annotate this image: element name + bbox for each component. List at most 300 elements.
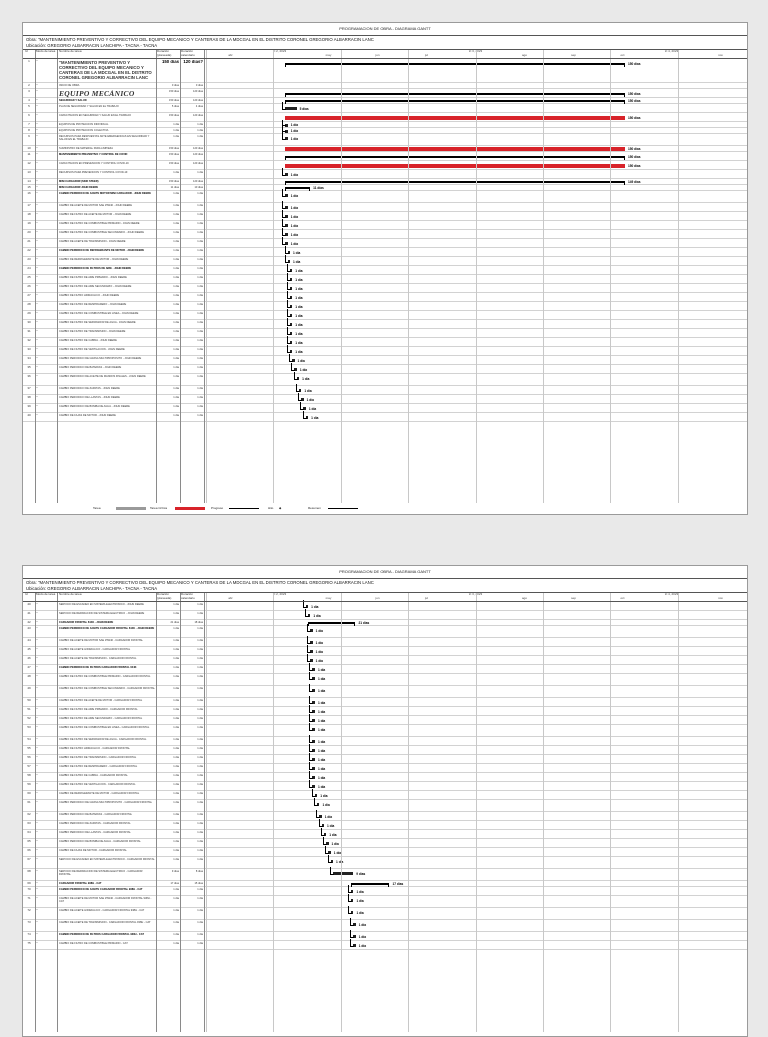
task-duration-calendar: 1 día — [197, 716, 203, 720]
task-name: CAMBIO DE FAJAS DE MOTOR - JOHN DEERE — [59, 413, 116, 417]
task-id: 11 — [27, 152, 31, 156]
dependency-link — [287, 318, 291, 326]
task-id: 3 — [28, 89, 30, 93]
task-duration-calendar: 1 día — [197, 674, 203, 678]
table-row[interactable] — [23, 716, 747, 725]
dependency-link — [348, 885, 352, 893]
task-name: CAMBIO DE ACEITE DE TRANSMISION - CARGADOR FRONTAL 938H - CAT — [59, 920, 151, 924]
table-divider — [57, 593, 58, 1032]
table-row[interactable] — [23, 284, 747, 293]
task-duration: 1 día — [173, 698, 179, 702]
col-mode-header-2: Modo de tarea — [36, 592, 56, 596]
bar-duration-label: 5 días — [299, 106, 309, 111]
table-divider — [180, 50, 181, 503]
task-duration-calendar: 1 día — [197, 638, 203, 642]
bar-duration-label: 1 día — [317, 667, 326, 672]
bar-duration-label: 1 día — [290, 129, 299, 133]
dependency-link — [348, 906, 352, 914]
task-duration: 1 día — [173, 170, 179, 174]
task-mode-icon: ▭ — [36, 881, 39, 884]
table-row[interactable] — [23, 203, 747, 212]
col-duration-header: Duración (planeada) — [157, 49, 172, 57]
task-name: INICIO DE OBRA — [59, 83, 80, 87]
dependency-link — [285, 246, 289, 254]
task-mode-icon: ▭ — [36, 230, 39, 233]
table-row[interactable] — [23, 221, 747, 230]
bar-duration-label: 1 día — [295, 295, 303, 300]
table-row[interactable] — [23, 773, 747, 782]
legend-task-swatch — [116, 507, 146, 510]
table-row[interactable] — [23, 647, 747, 656]
task-mode-icon: ▭ — [36, 791, 39, 794]
bar-duration-label: 1 día — [293, 259, 301, 264]
task-duration: 1 día — [173, 338, 179, 342]
task-name: CAMBIO DE FILTRO DE VENTILACION - CARGADOR FRONTAL — [59, 782, 136, 786]
task-id: 19 — [27, 221, 31, 225]
table-row[interactable] — [23, 386, 747, 395]
task-name: CAMBIO DE ACEITE DE TRANSMISION - CARGADOR FRONTAL — [59, 656, 137, 660]
task-duration-calendar: 1 día — [197, 293, 203, 297]
task-duration: 1 día — [173, 755, 179, 759]
summary-bar[interactable] — [285, 93, 625, 95]
timescale-label: nov — [718, 53, 723, 57]
table-row[interactable] — [23, 686, 747, 698]
bar-duration-label: 1 día — [313, 613, 321, 618]
timescale-label: abr — [228, 53, 233, 57]
task-duration-calendar: 1 día — [197, 611, 203, 615]
task-name: SERVICIO DE REPARACION DE SISTEMA ELECTRICO - CARGADOR FRONTAL — [59, 869, 143, 876]
task-id: 39 — [27, 404, 31, 408]
table-row[interactable] — [23, 329, 747, 338]
task-mode-icon: ▭ — [36, 203, 39, 206]
task-id: 41 — [27, 611, 31, 615]
task-duration-calendar: 1 día — [197, 839, 203, 843]
table-row[interactable] — [23, 311, 747, 320]
task-duration-calendar: 1 día — [197, 221, 203, 225]
task-mode-icon: ▭ — [36, 869, 39, 872]
task-duration: 1 día — [173, 230, 179, 234]
table-row[interactable] — [23, 830, 747, 839]
dependency-link — [296, 384, 300, 392]
timeline-gridline — [341, 593, 342, 1032]
task-id: 47 — [27, 665, 31, 669]
table-row[interactable] — [23, 302, 747, 311]
table-row[interactable] — [23, 413, 747, 422]
table-row[interactable] — [23, 248, 747, 257]
task-duration: 1 día — [173, 725, 179, 729]
task-mode-icon: ▭ — [36, 329, 39, 332]
task-duration: 1 día — [173, 716, 179, 720]
task-duration-calendar: 120 días — [193, 89, 203, 93]
bar-duration-label: 1 día — [317, 748, 326, 753]
task-mode-icon: ▭ — [36, 656, 39, 659]
task-duration: 1 día — [173, 647, 179, 651]
task-duration: 1 día — [173, 320, 179, 324]
dependency-link — [300, 402, 304, 410]
task-mode-icon: ▭ — [36, 839, 39, 842]
bar-duration-label: 17 días — [392, 882, 404, 886]
summary-bar[interactable] — [351, 883, 390, 885]
table-row[interactable] — [23, 212, 747, 221]
dependency-link — [314, 798, 318, 806]
bar-duration-label: 1 día — [315, 658, 323, 663]
task-id: 52 — [27, 716, 31, 720]
table-row[interactable] — [23, 869, 747, 881]
task-duration-calendar: 1 día — [197, 365, 203, 369]
task-duration: 1 día — [173, 638, 179, 642]
timescale-label: oct — [620, 53, 625, 57]
bar-duration-label: 1 día — [295, 349, 303, 354]
table-row[interactable] — [23, 932, 747, 941]
task-duration: 1 día — [173, 941, 179, 945]
dependency-link — [282, 228, 286, 236]
critical-task-bar[interactable] — [285, 164, 625, 168]
table-row[interactable] — [23, 293, 747, 302]
task-id: 26 — [27, 284, 31, 288]
table-row[interactable] — [23, 365, 747, 374]
task-duration-calendar: 1 día — [197, 746, 203, 750]
task-id: 35 — [27, 365, 31, 369]
bar-duration-label: 1 día — [311, 604, 319, 609]
critical-task-bar[interactable] — [285, 116, 625, 120]
table-row[interactable] — [23, 746, 747, 755]
task-name: CAMBIO DE REFRIGERANTE DE MOTOR - JOHN DEERE — [59, 257, 129, 261]
task-mode-icon: ▭ — [36, 746, 39, 749]
col-id-header: Id — [25, 49, 28, 53]
table-divider — [156, 593, 157, 1032]
table-row[interactable] — [23, 857, 747, 869]
dependency-link — [282, 210, 286, 218]
task-name: SERVICIO DE ESCANEO EN SISTEMA ELECTRONICO - CARGADOR FRONTAL — [59, 857, 155, 861]
task-duration: 1 día — [173, 413, 179, 417]
task-mode-icon: ▭ — [36, 755, 39, 758]
task-duration-calendar: 1 día — [197, 857, 203, 861]
timescale-label: tri 2, 2023 — [272, 49, 287, 53]
task-id: 28 — [27, 302, 31, 306]
task-id: 63 — [27, 821, 31, 825]
task-id: 50 — [27, 698, 31, 702]
bar-duration-label: 1 día — [306, 397, 314, 402]
task-mode-icon: ▭ — [36, 782, 39, 785]
table-row[interactable] — [23, 134, 747, 146]
project-line-2-p2: Ubicación: GREGORIO ALBARRACIN LANCHIPA - TACNA - TACNA — [26, 585, 158, 591]
table-divider — [156, 50, 157, 503]
task-id: 48 — [27, 674, 31, 678]
task-duration-calendar: 1 día — [197, 284, 203, 288]
table-divider — [57, 50, 58, 503]
task-mode-icon: ▭ — [36, 698, 39, 701]
summary-bar[interactable] — [285, 181, 625, 183]
task-id: 40 — [27, 413, 31, 417]
summary-bar[interactable] — [285, 187, 310, 189]
table-row[interactable] — [23, 896, 747, 908]
task-mode-icon: ▭ — [36, 413, 39, 416]
task-duration: 150 días — [169, 146, 179, 150]
task-duration-calendar: 1 día — [197, 791, 203, 795]
table-row[interactable] — [23, 338, 747, 347]
task-mode-icon: ▭ — [36, 185, 39, 188]
task-mode-icon: ▭ — [36, 284, 39, 287]
task-duration: 1 día — [173, 839, 179, 843]
task-duration-calendar: 1 día — [197, 134, 203, 138]
table-row[interactable] — [23, 239, 747, 248]
task-duration-calendar: 1 día — [197, 602, 203, 606]
timeline-gridline — [341, 50, 342, 503]
bar-duration-label: 1 día — [297, 358, 305, 363]
task-mode-icon: ▭ — [36, 266, 39, 269]
critical-task-bar[interactable] — [285, 147, 625, 151]
task-mode-icon: ▭ — [36, 320, 39, 323]
task-duration-calendar: 1 día — [197, 122, 203, 126]
task-duration: 150 días — [169, 152, 179, 156]
task-mode-icon: ▭ — [36, 128, 39, 131]
task-name: CAMBIO DE FILTRO DE VENTILACION - JOHN DEERE — [59, 347, 125, 351]
task-name: CAMBIO PERIODICO DE BATERIAS - JOHN DEERE — [59, 365, 122, 369]
table-row[interactable] — [23, 374, 747, 386]
task-id: 70 — [27, 887, 31, 891]
table-row[interactable] — [23, 800, 747, 812]
table-row[interactable] — [23, 848, 747, 857]
table-row[interactable] — [23, 908, 747, 920]
task-name: CAMBIO DE FILTRO DE AIRE SECUNDARIO - CARGADOR FRONTAL — [59, 716, 143, 720]
task-id: 51 — [27, 707, 31, 711]
summary-bar[interactable] — [285, 156, 625, 158]
task-duration-calendar: 120 días — [193, 152, 203, 156]
page-title-2: PROGRAMACION DE OBRA - DIAGRAMA GANTT — [339, 569, 431, 574]
task-mode-icon: ▭ — [36, 887, 39, 890]
bar-duration-label: 1 día — [299, 367, 308, 372]
task-mode-icon: ▭ — [36, 611, 39, 614]
table-row[interactable] — [23, 737, 747, 746]
summary-bar[interactable] — [308, 622, 356, 624]
task-id: 38 — [27, 395, 31, 399]
bar-duration-label: 1 día — [333, 850, 342, 855]
table-row[interactable] — [23, 791, 747, 800]
bar-duration-label: 1 día — [317, 709, 326, 714]
task-name: CAMBIO DE FILTRO DE COMBUSTIBLE PRIMARIO - CAT — [59, 941, 128, 945]
table-row[interactable] — [23, 275, 747, 284]
table-row[interactable] — [23, 257, 747, 266]
task-duration: 1 día — [173, 830, 179, 834]
task-id: 22 — [27, 248, 31, 252]
dependency-link — [309, 672, 313, 680]
table-row[interactable] — [23, 230, 747, 239]
task-name: CAMBIO DE FILTRO DE COMBUSTIBLE SECUNDARIO - CARGADOR FRONTAL — [59, 686, 155, 690]
gantt-page-1 — [22, 22, 748, 515]
task-duration-calendar: 1 día — [197, 686, 203, 690]
table-row[interactable] — [23, 839, 747, 848]
task-mode-icon: ▭ — [36, 98, 39, 101]
task-duration-calendar: 1 día — [197, 908, 203, 912]
task-duration-calendar: 1 día — [197, 896, 203, 900]
table-row[interactable] — [23, 104, 747, 113]
table-row[interactable] — [23, 755, 747, 764]
task-duration-calendar: 1 día — [197, 812, 203, 816]
table-row[interactable] — [23, 656, 747, 665]
task-duration-calendar: 1 día — [197, 128, 203, 132]
task-id: 23 — [27, 257, 31, 261]
task-id: 21 — [27, 239, 31, 243]
dependency-link — [309, 723, 313, 731]
table-row[interactable] — [23, 356, 747, 365]
bar-duration-label: 150 días — [627, 91, 641, 96]
task-duration-calendar: 1 día — [197, 737, 203, 741]
task-duration-calendar: 1 día — [197, 755, 203, 759]
table-row[interactable] — [23, 266, 747, 275]
dependency-link — [282, 168, 286, 176]
task-duration: 21 días — [170, 620, 179, 624]
task-duration: 1 día — [173, 284, 179, 288]
task-mode-icon: ▭ — [36, 89, 39, 92]
dependency-link — [287, 327, 291, 335]
bar-duration-label: 1 día — [317, 700, 326, 705]
table-row[interactable] — [23, 764, 747, 773]
table-row[interactable] — [23, 887, 747, 896]
timescale-label: jul — [424, 596, 428, 600]
task-id: 37 — [27, 386, 31, 390]
bar-duration-label: 1 día — [358, 922, 366, 927]
task-duration: 0 días — [171, 83, 179, 87]
task-id: 40 — [27, 602, 31, 606]
table-row[interactable] — [23, 191, 747, 203]
table-row[interactable] — [23, 626, 747, 638]
table-row[interactable] — [23, 941, 747, 950]
task-duration: 1 día — [173, 626, 179, 630]
legend-milestone-icon: ◆ — [279, 506, 282, 510]
task-id: 46 — [27, 656, 31, 660]
task-duration-calendar: 1 día — [197, 302, 203, 306]
dependency-link — [287, 282, 291, 290]
task-duration: 1 día — [173, 611, 179, 615]
table-row[interactable] — [23, 611, 747, 620]
task-duration: 1 día — [173, 134, 179, 138]
task-id: 10 — [27, 146, 31, 150]
task-duration-calendar: 1 día — [197, 266, 203, 270]
task-duration-calendar: 1 día — [197, 374, 203, 378]
task-id: 16 — [27, 191, 31, 195]
task-mode-icon: ▭ — [36, 347, 39, 350]
table-row[interactable] — [23, 602, 747, 611]
task-id: 71 — [27, 896, 31, 900]
task-name: CAMBIO DE FILTRO DE AIRE PRIMARIO - CARGADOR FRONTAL — [59, 707, 138, 711]
task-duration: 1 día — [173, 821, 179, 825]
dependency-link — [309, 744, 313, 752]
task-duration-calendar: 10 días — [194, 185, 203, 189]
table-row[interactable] — [23, 812, 747, 821]
task-name: CAMBIO PERIODICO DE ACEITE CARGADOR FRONTAL 938H - CAT — [59, 887, 143, 891]
task-id: 12 — [27, 161, 31, 165]
table-row[interactable] — [23, 782, 747, 791]
task-duration-calendar: 1 día — [197, 725, 203, 729]
task-duration-calendar: 1 día — [197, 203, 203, 207]
dependency-link — [289, 354, 293, 362]
task-mode-icon: ▭ — [36, 338, 39, 341]
task-name: CAMBIO DE FILTRO DE TRANSMISION - CARGADOR FRONTAL — [59, 755, 137, 759]
table-row[interactable] — [23, 665, 747, 674]
summary-bar[interactable] — [285, 100, 625, 102]
task-id: 72 — [27, 908, 31, 912]
table-divider — [204, 593, 205, 1032]
task-name: CAMBIO DE FILTRO DE AIRE SECUNDARIO - JOHN DEERE — [59, 284, 132, 288]
task-bar[interactable] — [285, 107, 296, 110]
table-row[interactable] — [23, 725, 747, 737]
table-row[interactable] — [23, 395, 747, 404]
task-mode-icon: ▭ — [36, 293, 39, 296]
timeline-gridline — [543, 593, 544, 1032]
task-duration-calendar: 1 día — [197, 920, 203, 924]
table-row[interactable] — [23, 320, 747, 329]
dependency-link — [323, 837, 327, 845]
table-row[interactable] — [23, 707, 747, 716]
table-row[interactable] — [23, 404, 747, 413]
task-duration-calendar: 1 día — [197, 665, 203, 669]
task-id: 13 — [27, 170, 31, 174]
task-mode-icon: ▭ — [36, 626, 39, 629]
task-duration-calendar: 1 día — [197, 230, 203, 234]
table-row[interactable] — [23, 347, 747, 356]
timeline-gridline — [610, 593, 611, 1032]
task-id: 2 — [28, 83, 30, 87]
task-name: CAMBIO DE FILTRO DE AIRE PRIMARIO - JOHN DEERE — [59, 275, 127, 279]
table-row[interactable] — [23, 920, 747, 932]
bar-duration-label: 1 día — [290, 241, 299, 246]
task-name: CAMBIO PERIODICO DE BOMBA DE AGUA - CARGADOR FRONTAL — [59, 839, 141, 843]
bar-duration-label: 1 día — [331, 841, 339, 846]
bar-duration-label: 1 día — [304, 388, 312, 393]
task-name: CAMBIO PERIODICO DE ACEITE CARGADOR FRONTAL 644K - JOHN DEERE — [59, 626, 155, 630]
task-duration: 1 día — [173, 191, 179, 195]
timescale-label: tri 3, 2023 — [468, 592, 483, 596]
timeline-gridline — [408, 593, 409, 1032]
task-id: 54 — [27, 737, 31, 741]
task-id: 44 — [27, 638, 31, 642]
summary-bar-end — [624, 63, 625, 67]
task-duration-calendar: 1 día — [197, 800, 203, 804]
task-id: 59 — [27, 782, 31, 786]
task-name: CAMBIO DE FILTRO DE RESPIRADERO - JOHN DEERE — [59, 302, 127, 306]
task-duration-calendar: 1 día — [197, 170, 203, 174]
task-name: CAMBIO DE REFRIGERANTE DE MOTOR - CARGADOR FRONTAL — [59, 791, 140, 795]
table-row[interactable] — [23, 170, 747, 179]
task-name: CAMBIO PERIODICO DE ZAPATAS - JOHN DEERE — [59, 386, 120, 390]
table-divider — [35, 50, 36, 503]
dependency-link — [307, 636, 311, 644]
table-row[interactable] — [23, 638, 747, 647]
task-mode-icon: ▭ — [36, 365, 39, 368]
task-mode-icon: ▭ — [36, 248, 39, 251]
task-name: CAMBIO DE FILTRO DE COMBUSTIBLE EN LINEA - CARGADOR FRONTAL — [59, 725, 150, 729]
table-row[interactable] — [23, 698, 747, 707]
task-mode-icon: ▭ — [36, 716, 39, 719]
task-bar[interactable] — [333, 872, 353, 875]
task-name: SUMINISTRO DE MATERIAL PARA LIMPIEZA — [59, 146, 113, 150]
task-mode-icon: ▭ — [36, 686, 39, 689]
timescale-label: jun — [375, 53, 380, 57]
summary-bar[interactable] — [285, 63, 625, 65]
table-row[interactable] — [23, 674, 747, 686]
task-mode-icon: ▭ — [36, 932, 39, 935]
task-name: CAMBIO PERIODICO DE BATERIAS - CARGADOR FRONTAL — [59, 812, 133, 816]
dependency-link — [321, 828, 325, 836]
bar-duration-label: 1 día — [290, 172, 299, 177]
bar-duration-label: 1 día — [356, 910, 364, 915]
dependency-link — [282, 237, 286, 245]
task-name: CARGADOR FRONTAL 938H - CAT — [59, 881, 102, 885]
task-name: MANTENIMIENTO PREVENTIVO Y CONTROL DE COVID — [59, 152, 128, 156]
table-row[interactable] — [23, 821, 747, 830]
task-duration: 1 día — [173, 329, 179, 333]
bar-duration-label: 1 día — [295, 313, 303, 318]
